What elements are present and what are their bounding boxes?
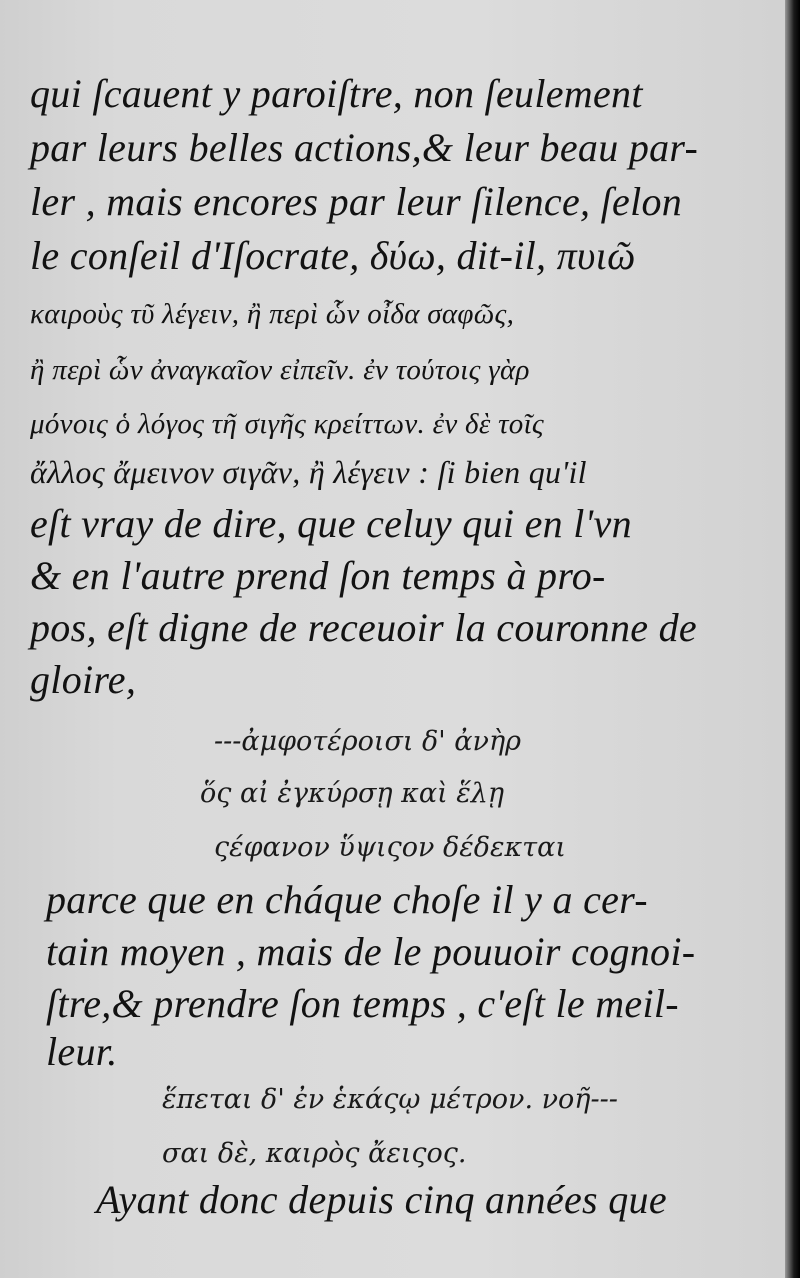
text-line: ἄλλος ἄμεινον σιγᾶν, ἢ λέγειν : ſi bien qu'il <box>30 454 587 490</box>
text-line: ſtre,& prendre ſon temps , c'eſt le meil- <box>46 981 679 1026</box>
greek-text-line: μόνοις ὁ λόγος τῆ σιγῆς κρείττων. ἐν δὲ τοῖς <box>30 408 545 440</box>
page-binding-edge <box>785 0 800 1278</box>
text-line: tain moyen , mais de le pouuoir cognoi- <box>46 929 696 974</box>
verse-line: σαι δὲ, καιρὸς ἄειςος. <box>162 1138 467 1169</box>
text-line: par leurs belles actions,& leur beau par- <box>30 125 699 170</box>
greek-text-line: ἢ περὶ ὧν ἀναγκαῖον εἰπεῖν. ἐν τούτοις γὰρ <box>30 354 530 386</box>
greek-text-line: καιροὺς τῦ λέγειν, ἢ περὶ ὧν οἶδα σαφῶς, <box>30 298 515 330</box>
verse-line: ὅς αἰ ἐγκύρσῃ καὶ ἕλῃ <box>200 778 505 809</box>
text-line: qui ſcauent y paroiſtre, non ſeulement <box>30 71 643 116</box>
catchword-line: Ayant donc depuis cinq années que <box>96 1177 667 1222</box>
text-line: leur. <box>46 1029 118 1074</box>
text-line: le conſeil d'Iſocrate, δύω, dit-il, πυιῶ <box>30 233 636 278</box>
verse-line: ἕπεται δ' ἐν ἑκάςῳ μέτρον. νοῆ--- <box>162 1084 618 1115</box>
verse-line: ---ἀμφοτέροισι δ' ἀνὴρ <box>214 726 522 757</box>
text-line: parce que en cháque choſe il y a cer- <box>46 877 648 922</box>
text-line: & en l'autre prend ſon temps à pro- <box>30 553 606 598</box>
text-line: pos, eſt digne de receuoir la couronne de <box>30 605 697 650</box>
text-line: ler , mais encores par leur ſilence, ſelon <box>30 179 683 224</box>
verse-line: ςέφανον ὕψιςον δέδεκται <box>214 832 566 863</box>
text-line: gloire, <box>30 657 137 702</box>
text-line: eſt vray de dire, que celuy qui en l'vn <box>30 501 632 546</box>
